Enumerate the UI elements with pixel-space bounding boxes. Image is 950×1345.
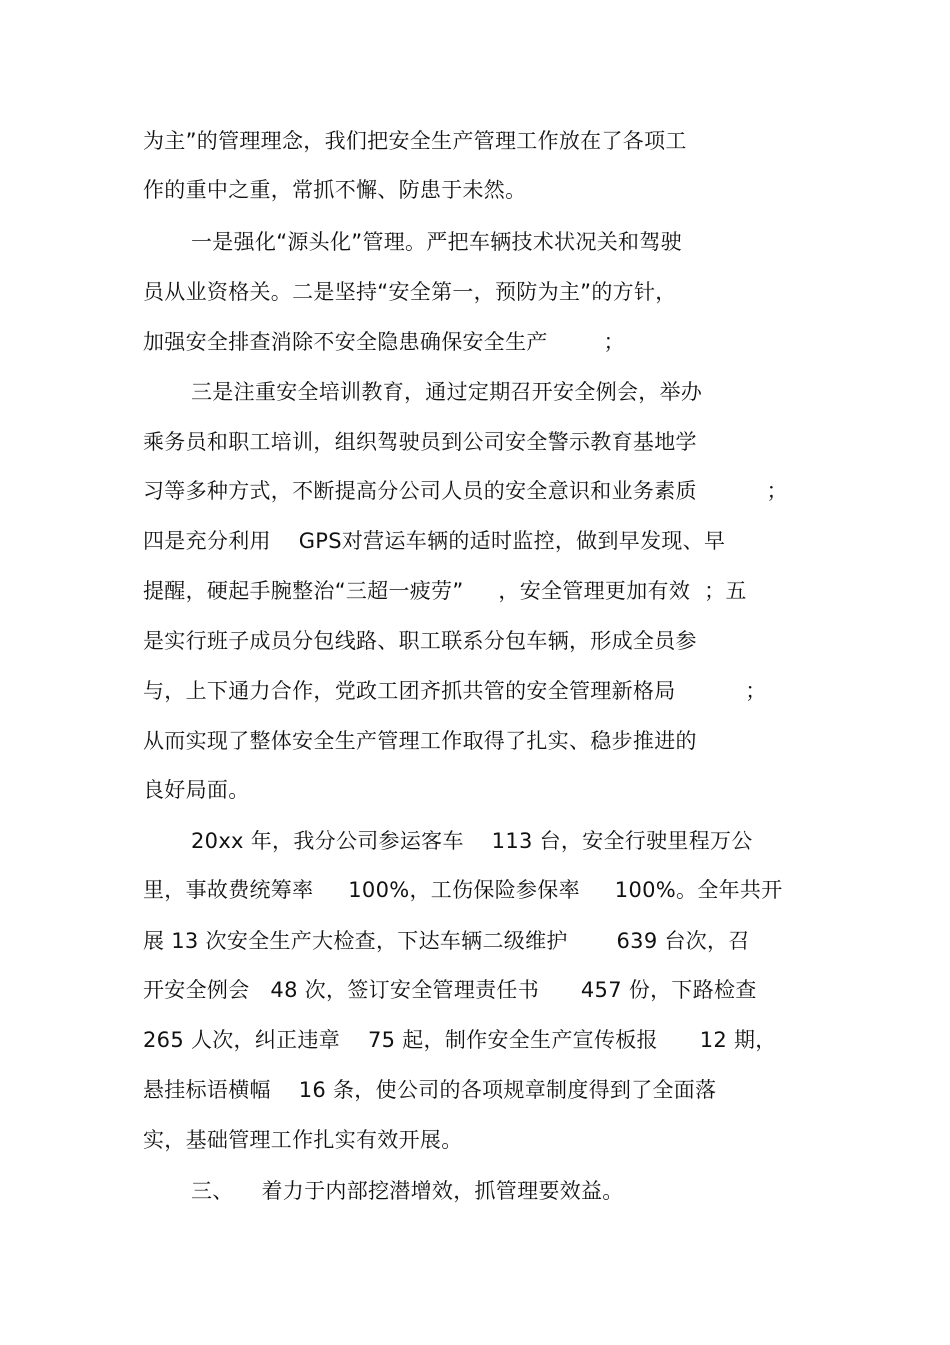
text-line: 提醒，硬起手腕整治“三超一疲劳” ，安全管理更加有效 ；五 bbox=[143, 579, 747, 603]
text-line: 展 13 次安全生产大检查，下达车辆二级维护 639 台次，召 bbox=[143, 929, 750, 953]
text-line: 三、 着力于内部挖潜增效，抓管理要效益。 bbox=[191, 1179, 624, 1203]
text-line: 与，上下通力合作，党政工团齐抓共管的安全管理新格局 ； bbox=[143, 679, 767, 703]
text-line: 265 人次，纠正违章 75 起，制作安全生产宣传板报 12 期， bbox=[143, 1028, 777, 1052]
text-line: 为主”的管理理念，我们把安全生产管理工作放在了各项工 bbox=[143, 129, 687, 153]
text-line: 三是注重安全培训教育，通过定期召开安全例会，举办 bbox=[191, 380, 703, 404]
text-line: 习等多种方式，不断提高分公司人员的安全意识和业务素质 ； bbox=[143, 479, 788, 503]
text-line: 四是充分利用 GPS对营运车辆的适时监控，做到早发现、早 bbox=[143, 529, 726, 553]
text-line: 悬挂标语横幅 16 条，使公司的各项规章制度得到了全面落 bbox=[143, 1078, 717, 1102]
text-line: 实，基础管理工作扎实有效开展。 bbox=[143, 1128, 463, 1152]
text-line: 是实行班子成员分包线路、职工联系分包车辆，形成全员参 bbox=[143, 629, 697, 653]
text-line: 乘务员和职工培训，组织驾驶员到公司安全警示教育基地学 bbox=[143, 430, 697, 454]
text-line: 20xx 年，我分公司参运客车 113 台，安全行驶里程万公 bbox=[191, 829, 753, 853]
text-line: 作的重中之重，常抓不懈、防患于未然。 bbox=[143, 178, 527, 202]
text-line: 员从业资格关。二是坚持“安全第一，预防为主”的方针， bbox=[143, 280, 677, 304]
text-line: 开安全例会 48 次，签订安全管理责任书 457 份，下路检查 bbox=[143, 978, 757, 1002]
text-line: 从而实现了整体安全生产管理工作取得了扎实、稳步推进的 bbox=[143, 729, 697, 753]
text-line: 良好局面。 bbox=[143, 778, 250, 802]
text-line: 加强安全排查消除不安全隐患确保安全生产 ； bbox=[143, 330, 625, 354]
text-line: 里，事故费统筹率 100%，工伤保险参保率 100%。全年共开 bbox=[143, 878, 783, 902]
text-line: 一是强化“源头化”管理。严把车辆技术状况关和驾驶 bbox=[191, 230, 682, 254]
